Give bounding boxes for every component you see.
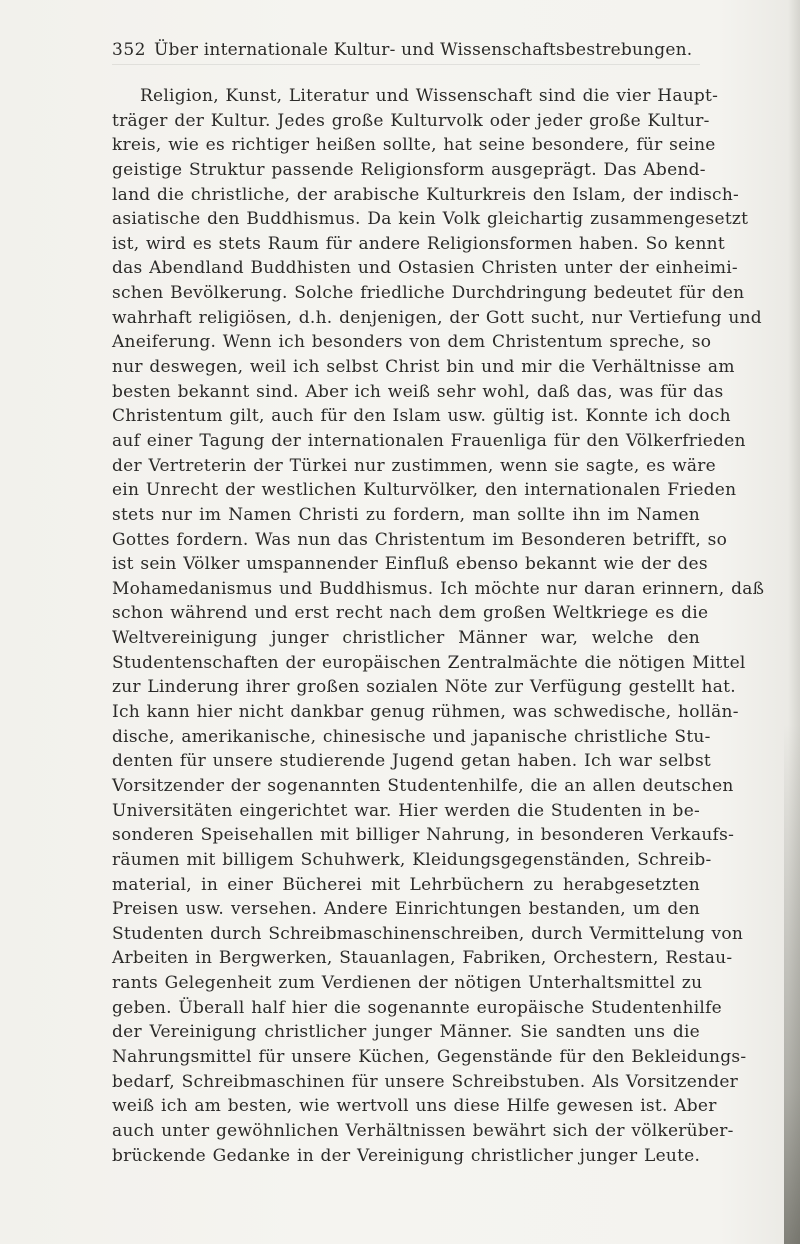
text-line: Mohamedanismus und Buddhismus. Ich möchte nur daran erinnern, daß — [112, 578, 765, 599]
text-line: Weltvereinigung junger christlicher Männer war, welche den — [112, 628, 700, 649]
text-line: wahrhaft religiösen, d.h. denjenigen, der Gott sucht, nur Vertiefung und — [112, 307, 762, 328]
text-line: land die christliche, der arabische Kulturkreis den Islam, der indisch- — [112, 184, 740, 205]
text-line: Gottes fordern. Was nun das Christentum im Besonderen betrifft, so — [112, 529, 728, 550]
text-line: der Vertreterin der Türkei nur zustimmen, wenn sie sagte, es wäre — [112, 455, 716, 476]
text-line: besten bekannt sind. Aber ich weiß sehr wohl, daß das, was für das — [112, 381, 724, 402]
body-paragraph — [112, 84, 765, 1168]
text-line: räumen mit billigem Schuhwerk, Kleidungsgegenständen, Schreib- — [112, 849, 712, 870]
text-line: schen Bevölkerung. Solche friedliche Durchdringung bedeutet für den — [112, 283, 745, 304]
text-line: bedarf, Schreibmaschinen für unsere Schreibstuben. Als Vorsitzender — [112, 1071, 739, 1092]
text-line: Studentenschaften der europäischen Zentralmächte die nötigen Mittel — [112, 652, 746, 673]
text-line: zur Linderung ihrer großen sozialen Nöte zur Verfügung gestellt hat. — [112, 677, 736, 698]
text-line: ein Unrecht der westlichen Kulturvölker, den internationalen Frieden — [112, 480, 737, 501]
text-line: Arbeiten in Bergwerken, Stauanlagen, Fabriken, Orchestern, Restau- — [112, 948, 733, 969]
page-corner-shadow — [784, 724, 800, 1244]
text-line: weiß ich am besten, wie wertvoll uns diese Hilfe gewesen ist. Aber — [112, 1096, 717, 1117]
text-line: Vorsitzender der sogenannten Studentenhilfe, die an allen deutschen — [112, 775, 734, 796]
header-rule — [112, 64, 700, 65]
text-line: der Vereinigung christlicher junger Männer. Sie sandten uns die — [112, 1022, 700, 1043]
text-line: schon während und erst recht nach dem großen Weltkriege es die — [112, 603, 709, 624]
text-line: rants Gelegenheit zum Verdienen der nötigen Unterhaltsmittel zu — [112, 973, 703, 994]
text-line: asiatische den Buddhismus. Da kein Volk gleichartig zusammengesetzt — [112, 209, 749, 230]
text-line: Ich kann hier nicht dankbar genug rühmen, was schwedische, hollän- — [112, 702, 739, 723]
text-line: Universitäten eingerichtet war. Hier werden die Studenten in be- — [112, 800, 700, 821]
text-line: denten für unsere studierende Jugend getan haben. Ich war selbst — [112, 751, 711, 772]
text-line: auch unter gewöhnlichen Verhältnissen bewährt sich der völkerüber- — [112, 1120, 734, 1141]
text-line: Religion, Kunst, Literatur und Wissenschaft sind die vier Haupt- — [140, 86, 719, 106]
text-line: dische, amerikanische, chinesische und japanische christliche Stu- — [112, 726, 711, 747]
text-line: träger der Kultur. Jedes große Kulturvolk oder jeder große Kultur- — [112, 110, 710, 131]
text-line: das Abendland Buddhisten und Ostasien Christen unter der einheimi- — [112, 258, 738, 279]
text-line: geistige Struktur passende Religionsform ausgeprägt. Das Abend- — [112, 159, 706, 180]
text-line: geben. Überall half hier die sogenannte europäische Studentenhilfe — [112, 997, 722, 1018]
text-line: Aneiferung. Wenn ich besonders von dem Christentum spreche, so — [112, 332, 712, 353]
text-line: nur deswegen, weil ich selbst Christ bin und mir die Verhältnisse am — [112, 357, 735, 378]
text-line: stets nur im Namen Christi zu fordern, man sollte ihn im Namen — [112, 504, 700, 525]
text-line: Studenten durch Schreibmaschinenschreiben, durch Vermittelung von — [112, 923, 744, 944]
text-line: ist, wird es stets Raum für andere Religionsformen haben. So kennt — [112, 233, 725, 254]
text-line: Nahrungsmittel für unsere Küchen, Gegenstände für den Bekleidungs- — [112, 1046, 747, 1067]
text-line: material, in einer Bücherei mit Lehrbüchern zu herabgesetzten — [112, 874, 700, 895]
text-line: sonderen Speisehallen mit billiger Nahrung, in besonderen Verkaufs- — [112, 825, 735, 846]
text-line: ist sein Völker umspannender Einfluß ebenso bekannt wie der des — [112, 554, 708, 575]
running-title: Über internationale Kultur- und Wissenschaftsbestrebungen. — [154, 40, 693, 60]
text-line: Preisen usw. versehen. Andere Einrichtungen bestanden, um den — [112, 899, 700, 920]
text-line: kreis, wie es richtiger heißen sollte, hat seine besondere, für seine — [112, 135, 716, 156]
text-line: auf einer Tagung der internationalen Frauenliga für den Völkerfrieden — [112, 430, 746, 451]
text-line: Christentum gilt, auch für den Islam usw. gültig ist. Konnte ich doch — [112, 406, 731, 427]
page-number: 352 — [112, 40, 146, 60]
text-line: brückende Gedanke in der Vereinigung christlicher junger Leute. — [112, 1145, 701, 1166]
running-header — [112, 37, 702, 63]
